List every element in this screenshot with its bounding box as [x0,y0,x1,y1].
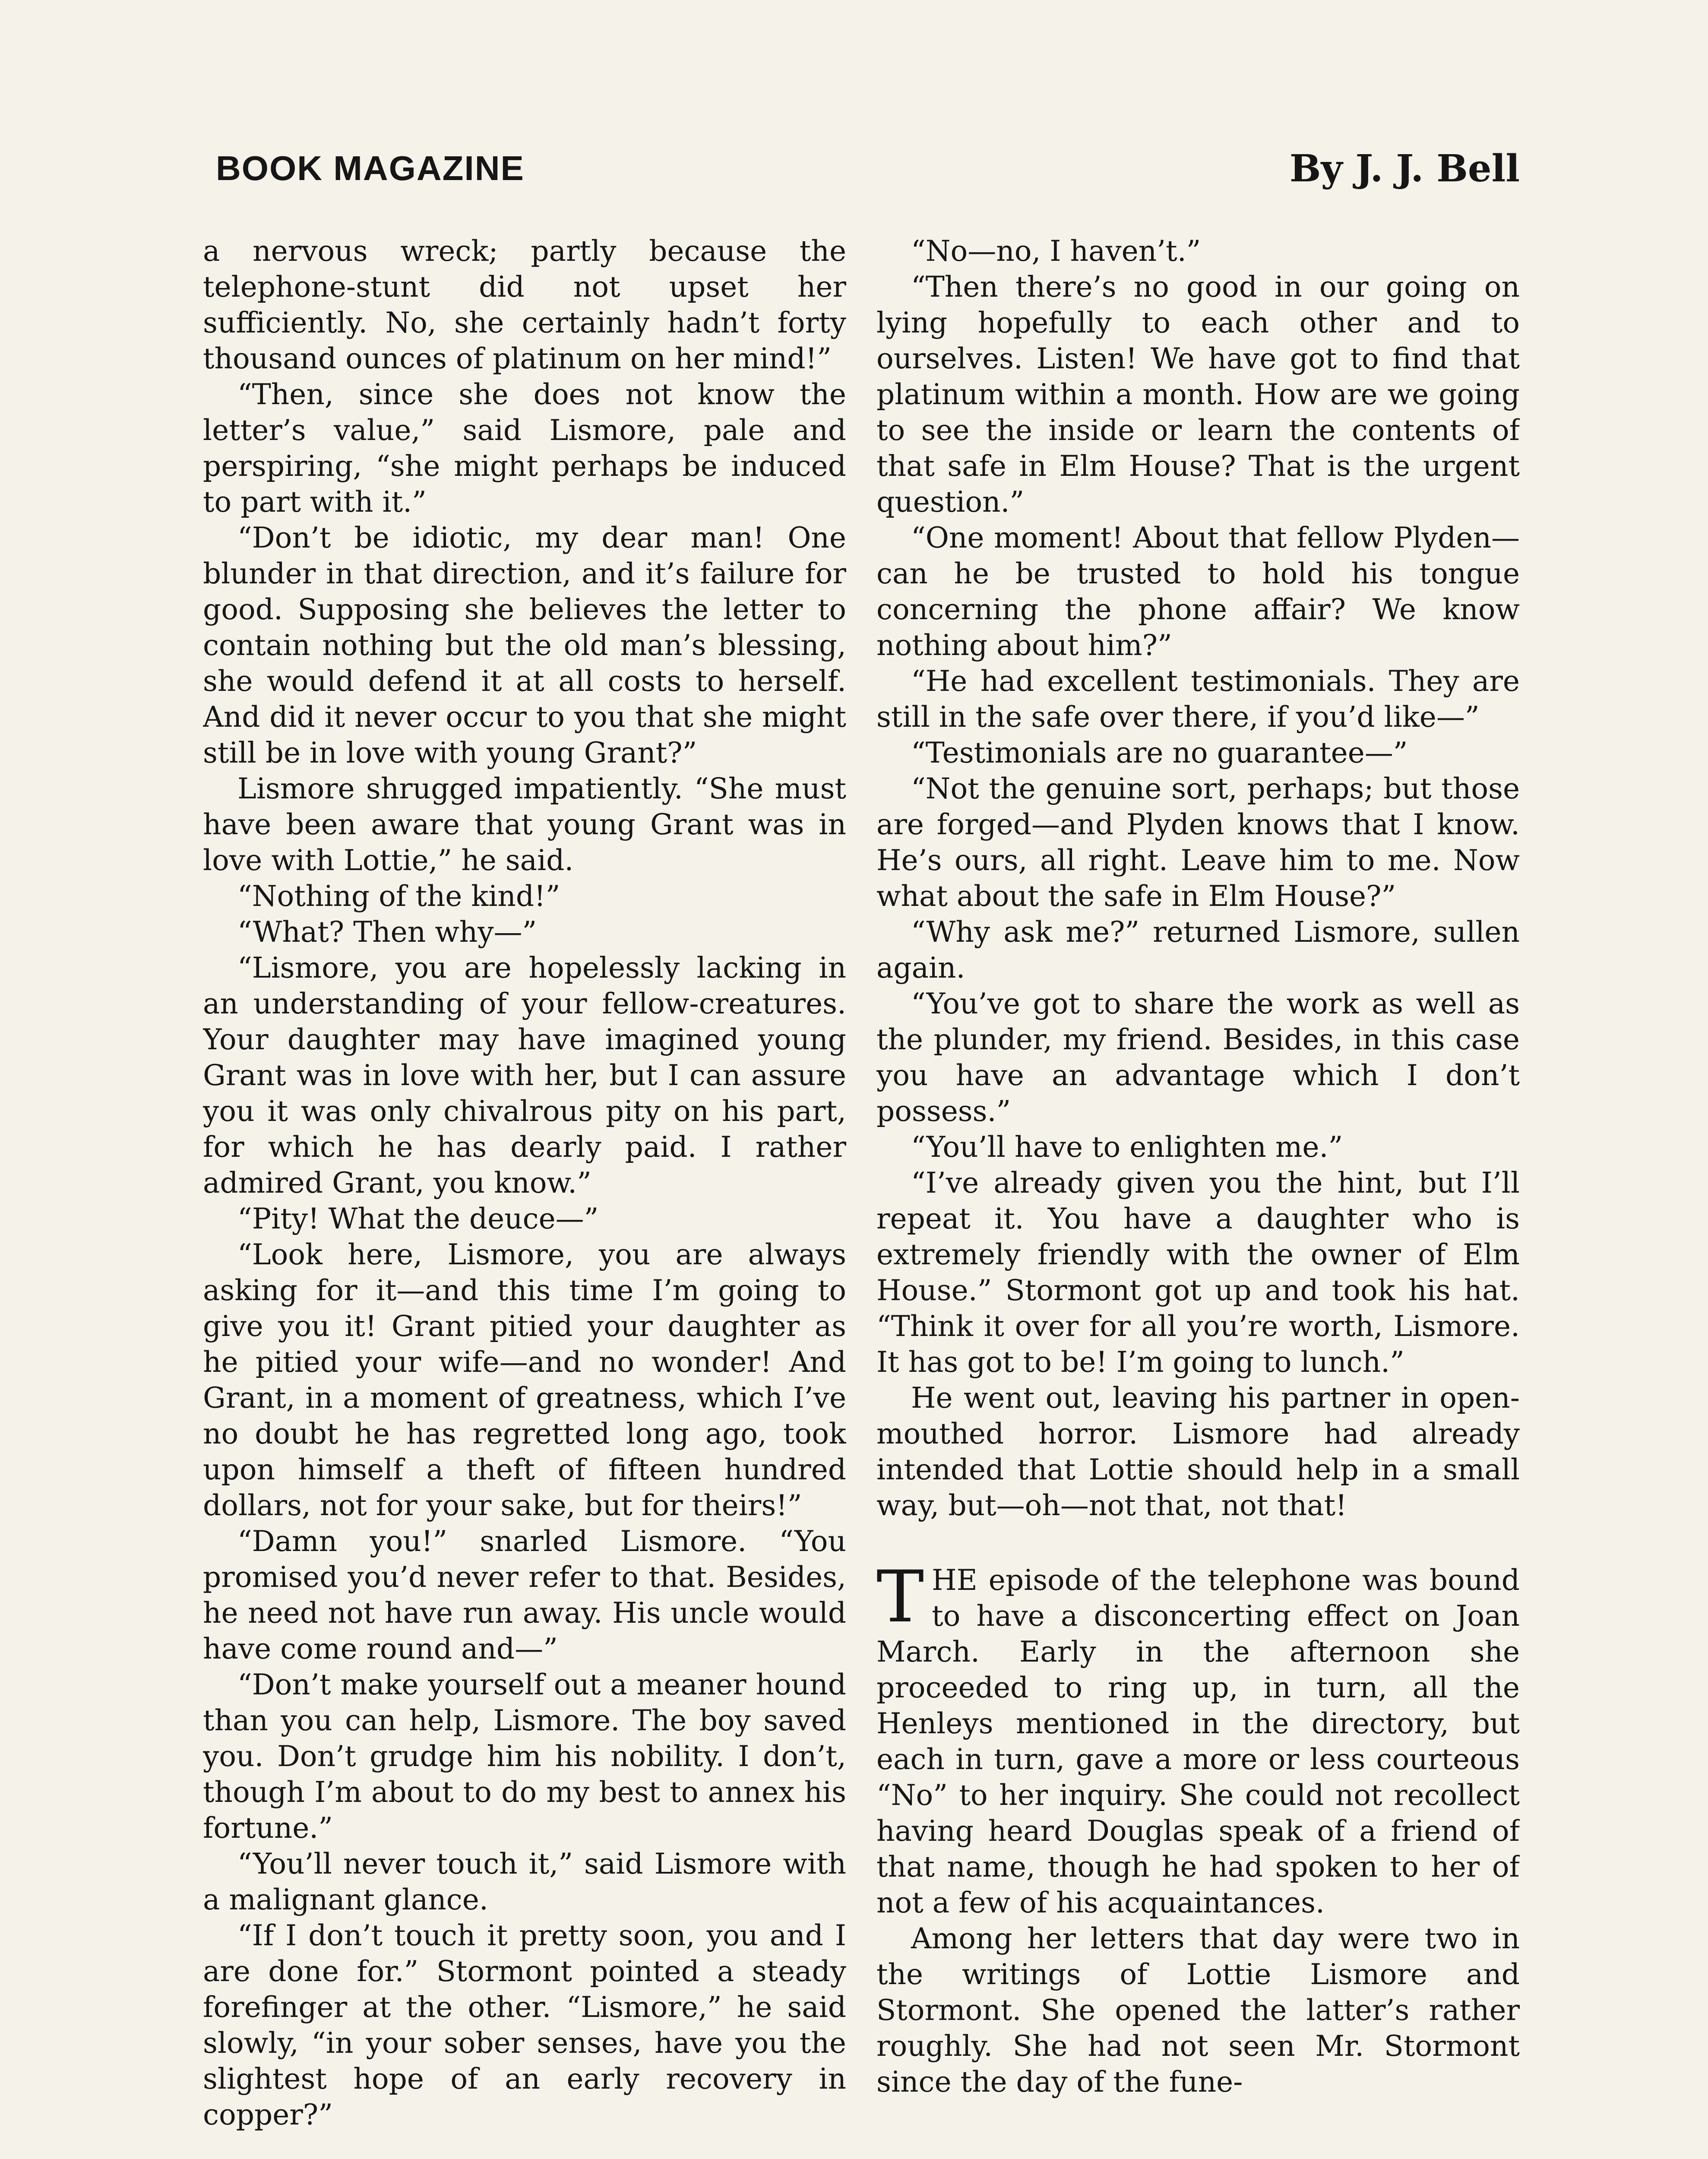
running-header [216,142,1520,194]
paragraph: “You’ll have to enlighten me.” [911,1130,1343,1164]
paragraph: a nervous wreck; partly because the telephone-stunt did not upset her sufficiently. No, she certainly hadn’t forty thousand ounces of platinum on her mind!” [203,234,846,375]
paragraph: “What? Then why—” [237,915,537,949]
drop-cap: T [876,1555,924,1638]
section-opening-paragraph [876,1555,1520,1921]
paragraph: Lismore shrugged impatiently. “She must have been aware that young Grant was in love with Lottie,” he said. [203,772,846,877]
author-byline: By J. J. Bell [1289,146,1520,190]
paragraph: “Testimonials are no guarantee—” [911,736,1408,769]
paragraph: “Nothing of the kind!” [237,880,560,913]
paragraph: “You’ve got to share the work as well as the plunder, my friend. Besides, in this case you have an advantage which I don’t possess.” [876,987,1520,1128]
paragraph: “One moment! About that fellow Plyden—can he be trusted to hold his tongue concerning the phone affair? We know nothing about him?” [876,521,1520,662]
paragraph: “You’ll never touch it,” said Lismore with a malignant glance. [203,1847,846,1916]
paragraph: “Don’t make yourself out a meaner hound than you can help, Lismore. The boy saved you. Don’t grudge him his nobility. I don’t, though I’m about to do my best to annex his fortune.” [203,1668,846,1845]
paragraph: “Then there’s no good in our going on lying hopefully to each other and to ourselves. Listen! We have got to find that platinum within a month. How are we going to see the inside or learn the contents of that safe in Elm House? That is the urgent question.” [876,270,1520,519]
paragraph-text: HE episode of the telephone was bound to have a disconcerting effect on Joan March. Early in the afternoon she proceeded to ring up, in turn, all the Henleys mentioned in the directory, but each in turn, gave a more or less courteous “No” to her inquiry. She could not recollect having heard Douglas speak of a friend of that name, though he had spoken to her of not a few of his acquaintances. [876,1564,1520,1919]
left-column [203,233,846,2159]
paragraph: “I’ve already given you the hint, but I’ll repeat it. You have a daughter who is extremely friendly with the owner of Elm House.” Stormont got up and took his hat. “Think it over for all you’re worth, Lismore. It has got to be! I’m going to lunch.” [876,1166,1520,1379]
paragraph: “Then, since she does not know the letter’s value,” said Lismore, pale and perspiring, “she might perhaps be induced to part with it.” [203,378,846,519]
magazine-title: BOOK MAGAZINE [216,149,525,187]
paragraph: “Why ask me?” returned Lismore, sullen again. [876,915,1520,985]
paragraph: “Not the genuine sort, perhaps; but those are forged—and Plyden knows that I know. He’s ours, all right. Leave him to me. Now what about the safe in Elm House?” [876,772,1520,913]
paragraph: “Damn you!” snarled Lismore. “You promised you’d never refer to that. Besides, he need not have run away. His uncle would have come round and—” [203,1525,846,1665]
right-column [876,233,1520,2159]
paragraph: Among her letters that day were two in the writings of Lottie Lismore and Stormont. She opened the latter’s rather roughly. She had not seen Mr. Stormont since the day of the fune- [876,1922,1520,2099]
paragraph: “No—no, I haven’t.” [911,234,1201,268]
paragraph: “Pity! What the deuce—” [237,1202,599,1235]
paragraph: “Look here, Lismore, you are always asking for it—and this time I’m going to give you it! Grant pitied your daughter as he pitied your wife—and no wonder! And Grant, in a moment of greatness, which I’ve no doubt he has regretted long ago, took upon himself a theft of fifteen hundred dollars, not for your sake, but for theirs!” [203,1238,846,1522]
paragraph: “Don’t be idiotic, my dear man! One blunder in that direction, and it’s failure for good. Supposing she believes the letter to contain nothing but the old man’s blessing, she would defend it at all costs to herself. And did it never occur to you that she might still be in love with young Grant?” [203,521,846,769]
paragraph: “If I don’t touch it pretty soon, you and I are done for.” Stormont pointed a steady forefinger at the other. “Lismore,” he said slowly, “in your sober senses, have you the slightest hope of an early recovery in copper?” [203,1919,846,2131]
paragraph: “Lismore, you are hopelessly lacking in an understanding of your fellow-creatures. Your daughter may have imagined young Grant was in love with her, but I can assure you it was only chivalrous pity on his part, for which he has dearly paid. I rather admired Grant, you know.” [203,951,846,1200]
paragraph: He went out, leaving his partner in open-mouthed horror. Lismore had already intended that Lottie should help in a small way, but—oh—not that, not that! [876,1381,1520,1522]
paragraph: “He had excellent testimonials. They are still in the safe over there, if you’d like—” [876,665,1520,734]
